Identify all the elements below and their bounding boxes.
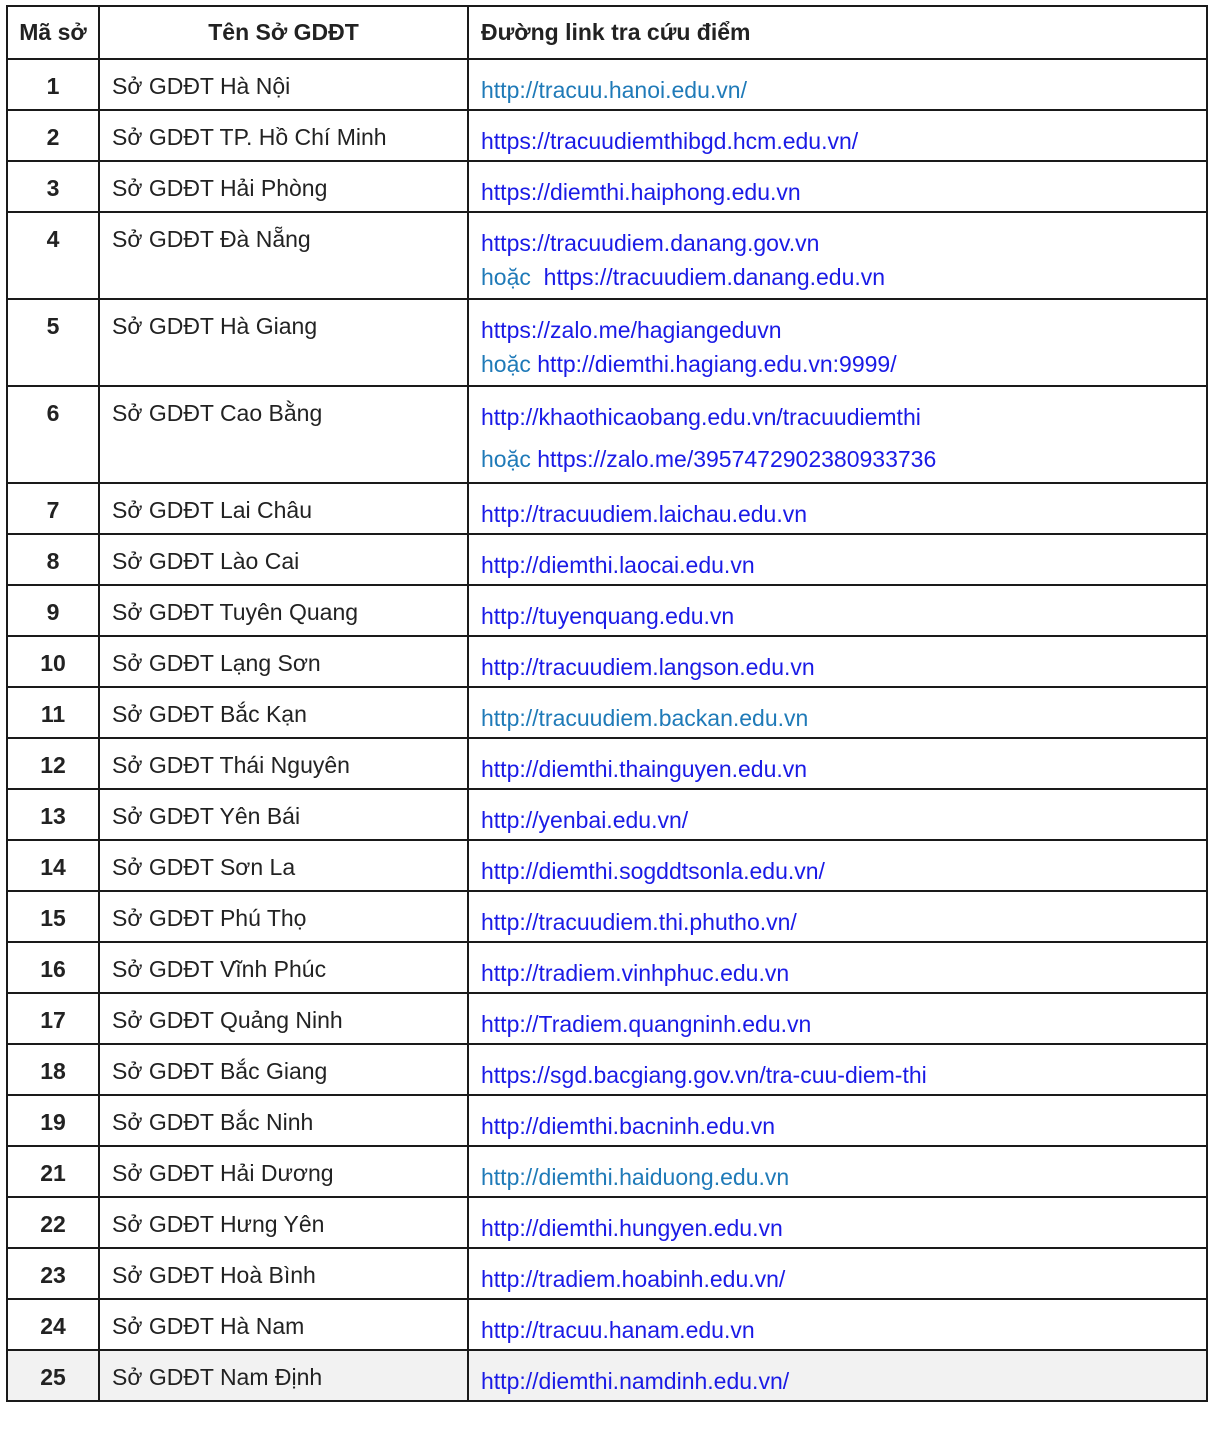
link-line [481,650,1206,684]
link-line [481,803,1206,837]
cell-code: 6 [7,386,99,483]
lookup-link[interactable]: http://diemthi.thainguyen.edu.vn [481,756,808,782]
cell-code: 1 [7,59,99,110]
cell-lookup-link [468,59,1207,110]
cell-department-name: Sở GDĐT Hà Giang [99,299,468,386]
link-line [481,548,1206,582]
or-label: hoặc [481,351,531,377]
link-line [481,1160,1206,1194]
cell-code: 11 [7,687,99,738]
cell-code: 9 [7,585,99,636]
cell-department-name: Sở GDĐT Quảng Ninh [99,993,468,1044]
cell-code: 14 [7,840,99,891]
cell-code: 23 [7,1248,99,1299]
link-line [481,124,1206,158]
cell-lookup-link [468,585,1207,636]
cell-department-name: Sở GDĐT Lai Châu [99,483,468,534]
lookup-link[interactable]: http://tracuudiem.backan.edu.vn [481,705,809,731]
cell-department-name: Sở GDĐT Bắc Giang [99,1044,468,1095]
lookup-link-alt[interactable]: https://tracuudiem.danang.edu.vn [543,264,886,290]
lookup-link[interactable]: http://tracuu.hanam.edu.vn [481,1317,755,1343]
cell-lookup-link [468,942,1207,993]
lookup-link[interactable]: https://zalo.me/hagiangeduvn [481,317,782,343]
table-body [7,59,1207,1401]
cell-lookup-link [468,1197,1207,1248]
cell-department-name: Sở GDĐT Hoà Bình [99,1248,468,1299]
lookup-link[interactable]: http://Tradiem.quangninh.edu.vn [481,1011,812,1037]
link-line [481,1007,1206,1041]
cell-lookup-link [468,1044,1207,1095]
lookup-link[interactable]: http://tradiem.vinhphuc.edu.vn [481,960,790,986]
link-line [481,701,1206,735]
table-row [7,161,1207,212]
lookup-link[interactable]: https://tracuudiemthibgd.hcm.edu.vn/ [481,128,859,154]
table-row [7,483,1207,534]
cell-lookup-link [468,161,1207,212]
cell-code: 2 [7,110,99,161]
cell-code: 16 [7,942,99,993]
lookup-link[interactable]: http://tracuudiem.langson.edu.vn [481,654,815,680]
link-line [481,1058,1206,1092]
link-line-alt [481,260,1206,294]
table-row [7,789,1207,840]
link-line [481,497,1206,531]
cell-code: 7 [7,483,99,534]
table-row [7,891,1207,942]
table-row [7,59,1207,110]
table-row [7,840,1207,891]
cell-code: 17 [7,993,99,1044]
lookup-link[interactable]: http://diemthi.sogddtsonla.edu.vn/ [481,858,825,884]
cell-department-name: Sở GDĐT Hải Dương [99,1146,468,1197]
cell-department-name: Sở GDĐT Vĩnh Phúc [99,942,468,993]
table-row [7,585,1207,636]
cell-lookup-link [468,789,1207,840]
lookup-link-alt[interactable]: http://diemthi.hagiang.edu.vn:9999/ [537,351,897,377]
cell-lookup-link [468,636,1207,687]
cell-lookup-link [468,534,1207,585]
link-line [481,1109,1206,1143]
cell-code: 12 [7,738,99,789]
cell-lookup-link [468,386,1207,483]
cell-code: 18 [7,1044,99,1095]
cell-department-name: Sở GDĐT Thái Nguyên [99,738,468,789]
link-line-alt [481,442,1206,476]
cell-department-name: Sở GDĐT Lạng Sơn [99,636,468,687]
cell-code: 8 [7,534,99,585]
table-row [7,386,1207,483]
link-line [481,1313,1206,1347]
cell-lookup-link [468,1248,1207,1299]
table-row [7,1350,1207,1401]
table-header-row [7,6,1207,59]
table-row [7,738,1207,789]
link-line [481,1262,1206,1296]
table-row [7,993,1207,1044]
table-row [7,299,1207,386]
cell-code: 3 [7,161,99,212]
cell-lookup-link [468,993,1207,1044]
lookup-link[interactable]: http://diemthi.hungyen.edu.vn [481,1215,783,1241]
lookup-link[interactable]: http://tuyenquang.edu.vn [481,603,735,629]
lookup-link[interactable]: http://diemthi.laocai.edu.vn [481,552,755,578]
cell-department-name: Sở GDĐT Nam Định [99,1350,468,1401]
table-row [7,110,1207,161]
cell-code: 21 [7,1146,99,1197]
cell-lookup-link [468,1095,1207,1146]
link-line [481,854,1206,888]
cell-lookup-link [468,299,1207,386]
table-row [7,212,1207,299]
table-row [7,1146,1207,1197]
or-label: hoặc [481,446,531,472]
link-line [481,400,1206,434]
header-link: Đường link tra cứu điểm [468,6,1207,59]
lookup-link[interactable]: http://diemthi.bacninh.edu.vn [481,1113,776,1139]
lookup-link[interactable]: https://tracuudiem.danang.gov.vn [481,230,820,256]
link-line [481,752,1206,786]
link-line [481,175,1206,209]
link-line-alt [481,347,1206,381]
cell-department-name: Sở GDĐT Hà Nam [99,1299,468,1350]
table-row [7,534,1207,585]
lookup-link-alt[interactable]: https://zalo.me/3957472902380933736 [537,446,937,472]
link-line [481,313,1206,347]
lookup-link[interactable]: http://diemthi.namdinh.edu.vn/ [481,1368,790,1394]
cell-code: 10 [7,636,99,687]
table-row [7,1299,1207,1350]
cell-department-name: Sở GDĐT Bắc Ninh [99,1095,468,1146]
cell-code: 25 [7,1350,99,1401]
link-line [481,1364,1206,1398]
table-row [7,1197,1207,1248]
cell-code: 19 [7,1095,99,1146]
cell-lookup-link [468,483,1207,534]
cell-lookup-link [468,840,1207,891]
cell-department-name: Sở GDĐT Bắc Kạn [99,687,468,738]
link-line [481,1211,1206,1245]
cell-department-name: Sở GDĐT Hải Phòng [99,161,468,212]
cell-lookup-link [468,891,1207,942]
link-line [481,226,1206,260]
cell-code: 4 [7,212,99,299]
lookup-link[interactable]: http://tracuu.hanoi.edu.vn/ [481,77,747,103]
lookup-link[interactable]: http://yenbai.edu.vn/ [481,807,689,833]
cell-department-name: Sở GDĐT Tuyên Quang [99,585,468,636]
cell-department-name: Sở GDĐT Hà Nội [99,59,468,110]
table-row [7,942,1207,993]
link-line [481,73,1206,107]
cell-code: 13 [7,789,99,840]
lookup-link[interactable]: http://tracuudiem.thi.phutho.vn/ [481,909,797,935]
cell-code: 5 [7,299,99,386]
cell-department-name: Sở GDĐT Hưng Yên [99,1197,468,1248]
cell-code: 24 [7,1299,99,1350]
cell-lookup-link [468,1350,1207,1401]
cell-department-name: Sở GDĐT TP. Hồ Chí Minh [99,110,468,161]
link-line [481,599,1206,633]
cell-department-name: Sở GDĐT Đà Nẵng [99,212,468,299]
lookup-link[interactable]: https://sgd.bacgiang.gov.vn/tra-cuu-diem-thi [481,1062,927,1088]
table-row [7,1044,1207,1095]
lookup-link[interactable]: http://diemthi.haiduong.edu.vn [481,1164,790,1190]
cell-department-name: Sở GDĐT Cao Bằng [99,386,468,483]
cell-lookup-link [468,212,1207,299]
table-row [7,687,1207,738]
cell-lookup-link [468,738,1207,789]
lookup-link[interactable]: http://tracuudiem.laichau.edu.vn [481,501,808,527]
or-label: hoặc [481,264,531,290]
cell-department-name: Sở GDĐT Sơn La [99,840,468,891]
lookup-link[interactable]: http://khaothicaobang.edu.vn/tracuudiemthi [481,404,921,430]
header-code: Mã sở [7,6,99,59]
cell-lookup-link [468,1299,1207,1350]
cell-department-name: Sở GDĐT Yên Bái [99,789,468,840]
table-row [7,1248,1207,1299]
link-line [481,956,1206,990]
cell-lookup-link [468,1146,1207,1197]
cell-code: 15 [7,891,99,942]
score-lookup-table [6,5,1208,1402]
cell-department-name: Sở GDĐT Phú Thọ [99,891,468,942]
header-name: Tên Sở GDĐT [99,6,468,59]
lookup-link[interactable]: https://diemthi.haiphong.edu.vn [481,179,801,205]
cell-department-name: Sở GDĐT Lào Cai [99,534,468,585]
lookup-link[interactable]: http://tradiem.hoabinh.edu.vn/ [481,1266,786,1292]
table-row [7,1095,1207,1146]
cell-lookup-link [468,110,1207,161]
cell-code: 22 [7,1197,99,1248]
link-line [481,905,1206,939]
cell-lookup-link [468,687,1207,738]
table-row [7,636,1207,687]
